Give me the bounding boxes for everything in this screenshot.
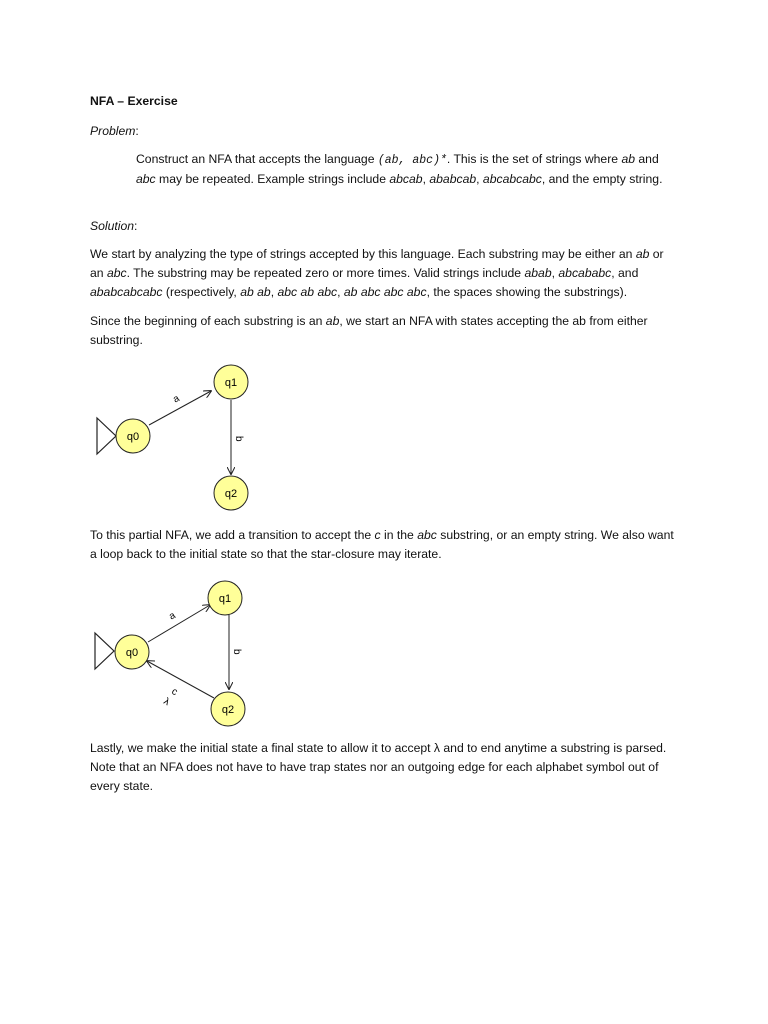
text-run: ab xyxy=(325,314,340,328)
edge-label-b: b xyxy=(233,436,244,442)
problem-heading-colon: : xyxy=(135,124,139,138)
solution-paragraph-3 xyxy=(90,526,680,564)
text-run: . This is the set of strings where xyxy=(446,152,622,166)
edge-label-a: a xyxy=(167,610,178,623)
text-run: , we start an NFA with states accepting the ab from either substring. xyxy=(90,314,648,347)
state-label-q1: q1 xyxy=(218,593,232,605)
nfa-diagram-2 xyxy=(90,575,270,735)
edge-label-b: b xyxy=(231,649,242,655)
text-run: , xyxy=(270,285,278,299)
nfa-diagram-1 xyxy=(90,360,270,520)
text-run: abc ab abc xyxy=(277,285,338,299)
start-state-triangle xyxy=(95,633,114,669)
state-label-q2: q2 xyxy=(224,488,238,500)
edge-q0-q1 xyxy=(149,391,211,425)
text-run: ab abc abc abc xyxy=(343,285,427,299)
text-run: (respectively, xyxy=(162,285,241,299)
solution-heading-text: Solution xyxy=(90,219,135,233)
text-run: . The substring may be repeated zero or more times. Valid strings include xyxy=(126,266,525,280)
text-run: may be repeated. Example strings include xyxy=(155,172,390,186)
edge-q0-q1 xyxy=(148,605,210,642)
solution-paragraph-4: Lastly, we make the initial state a final state to allow it to accept λ and to end anytime a substring is parsed. Note that an NFA does not have to have trap states nor an outgoing edge for each alphabet symbol out of every state. xyxy=(90,741,667,793)
language-expression: (ab, abc)* xyxy=(377,154,447,167)
text-run: , and the empty string. xyxy=(541,172,663,186)
edge-q2-q0 xyxy=(147,661,214,698)
start-state-triangle xyxy=(97,418,116,454)
text-run: and xyxy=(635,152,659,166)
edge-label-lambda: λ xyxy=(161,696,172,709)
state-label-q1: q1 xyxy=(224,377,238,389)
state-label-q0: q0 xyxy=(125,647,139,659)
text-run: abc xyxy=(136,172,156,186)
text-run: Since the beginning of each substring is an xyxy=(90,314,326,328)
problem-statement xyxy=(136,150,676,189)
state-label-q2: q2 xyxy=(221,704,235,716)
text-run: ab xyxy=(635,247,650,261)
text-run: To this partial NFA, we add a transition to accept the xyxy=(90,528,375,542)
text-run: or an xyxy=(90,247,664,280)
text-run: We start by analyzing the type of strings accepted by this language. Each substring may be either an xyxy=(90,247,636,261)
text-run: abc xyxy=(417,528,437,542)
page-title: NFA – Exercise xyxy=(90,94,178,108)
text-run: ababcab xyxy=(429,172,477,186)
solution-heading xyxy=(90,217,680,236)
solution-paragraph-2 xyxy=(90,312,680,350)
text-run: c xyxy=(374,528,381,542)
text-run: , xyxy=(422,172,430,186)
text-run: abcababc xyxy=(558,266,612,280)
solution-heading-colon: : xyxy=(134,219,138,233)
text-run: , xyxy=(337,285,344,299)
text-run: , xyxy=(551,266,559,280)
text-run: ab ab xyxy=(240,285,271,299)
state-label-q0: q0 xyxy=(126,431,140,443)
text-run: , xyxy=(476,172,483,186)
text-run: , and xyxy=(611,266,639,280)
text-run: abab xyxy=(524,266,552,280)
text-run: Construct an NFA that accepts the language xyxy=(136,152,378,166)
solution-paragraph-1 xyxy=(90,245,680,302)
edge-label-c: c xyxy=(169,686,180,699)
problem-heading xyxy=(90,122,680,141)
text-run: ababcabcabc xyxy=(90,285,163,299)
text-run: abc xyxy=(106,266,127,280)
text-run: substring, or an empty string. We also want a loop back to the initial state so that the star-closure may iterate. xyxy=(90,528,674,561)
problem-heading-text: Problem xyxy=(90,124,136,138)
text-run: in the xyxy=(380,528,418,542)
text-run: abcab xyxy=(389,172,423,186)
text-run: , the spaces showing the substrings). xyxy=(426,285,628,299)
edge-label-a: a xyxy=(171,393,182,406)
text-run: ab xyxy=(621,152,635,166)
text-run: abcabcabc xyxy=(482,172,542,186)
